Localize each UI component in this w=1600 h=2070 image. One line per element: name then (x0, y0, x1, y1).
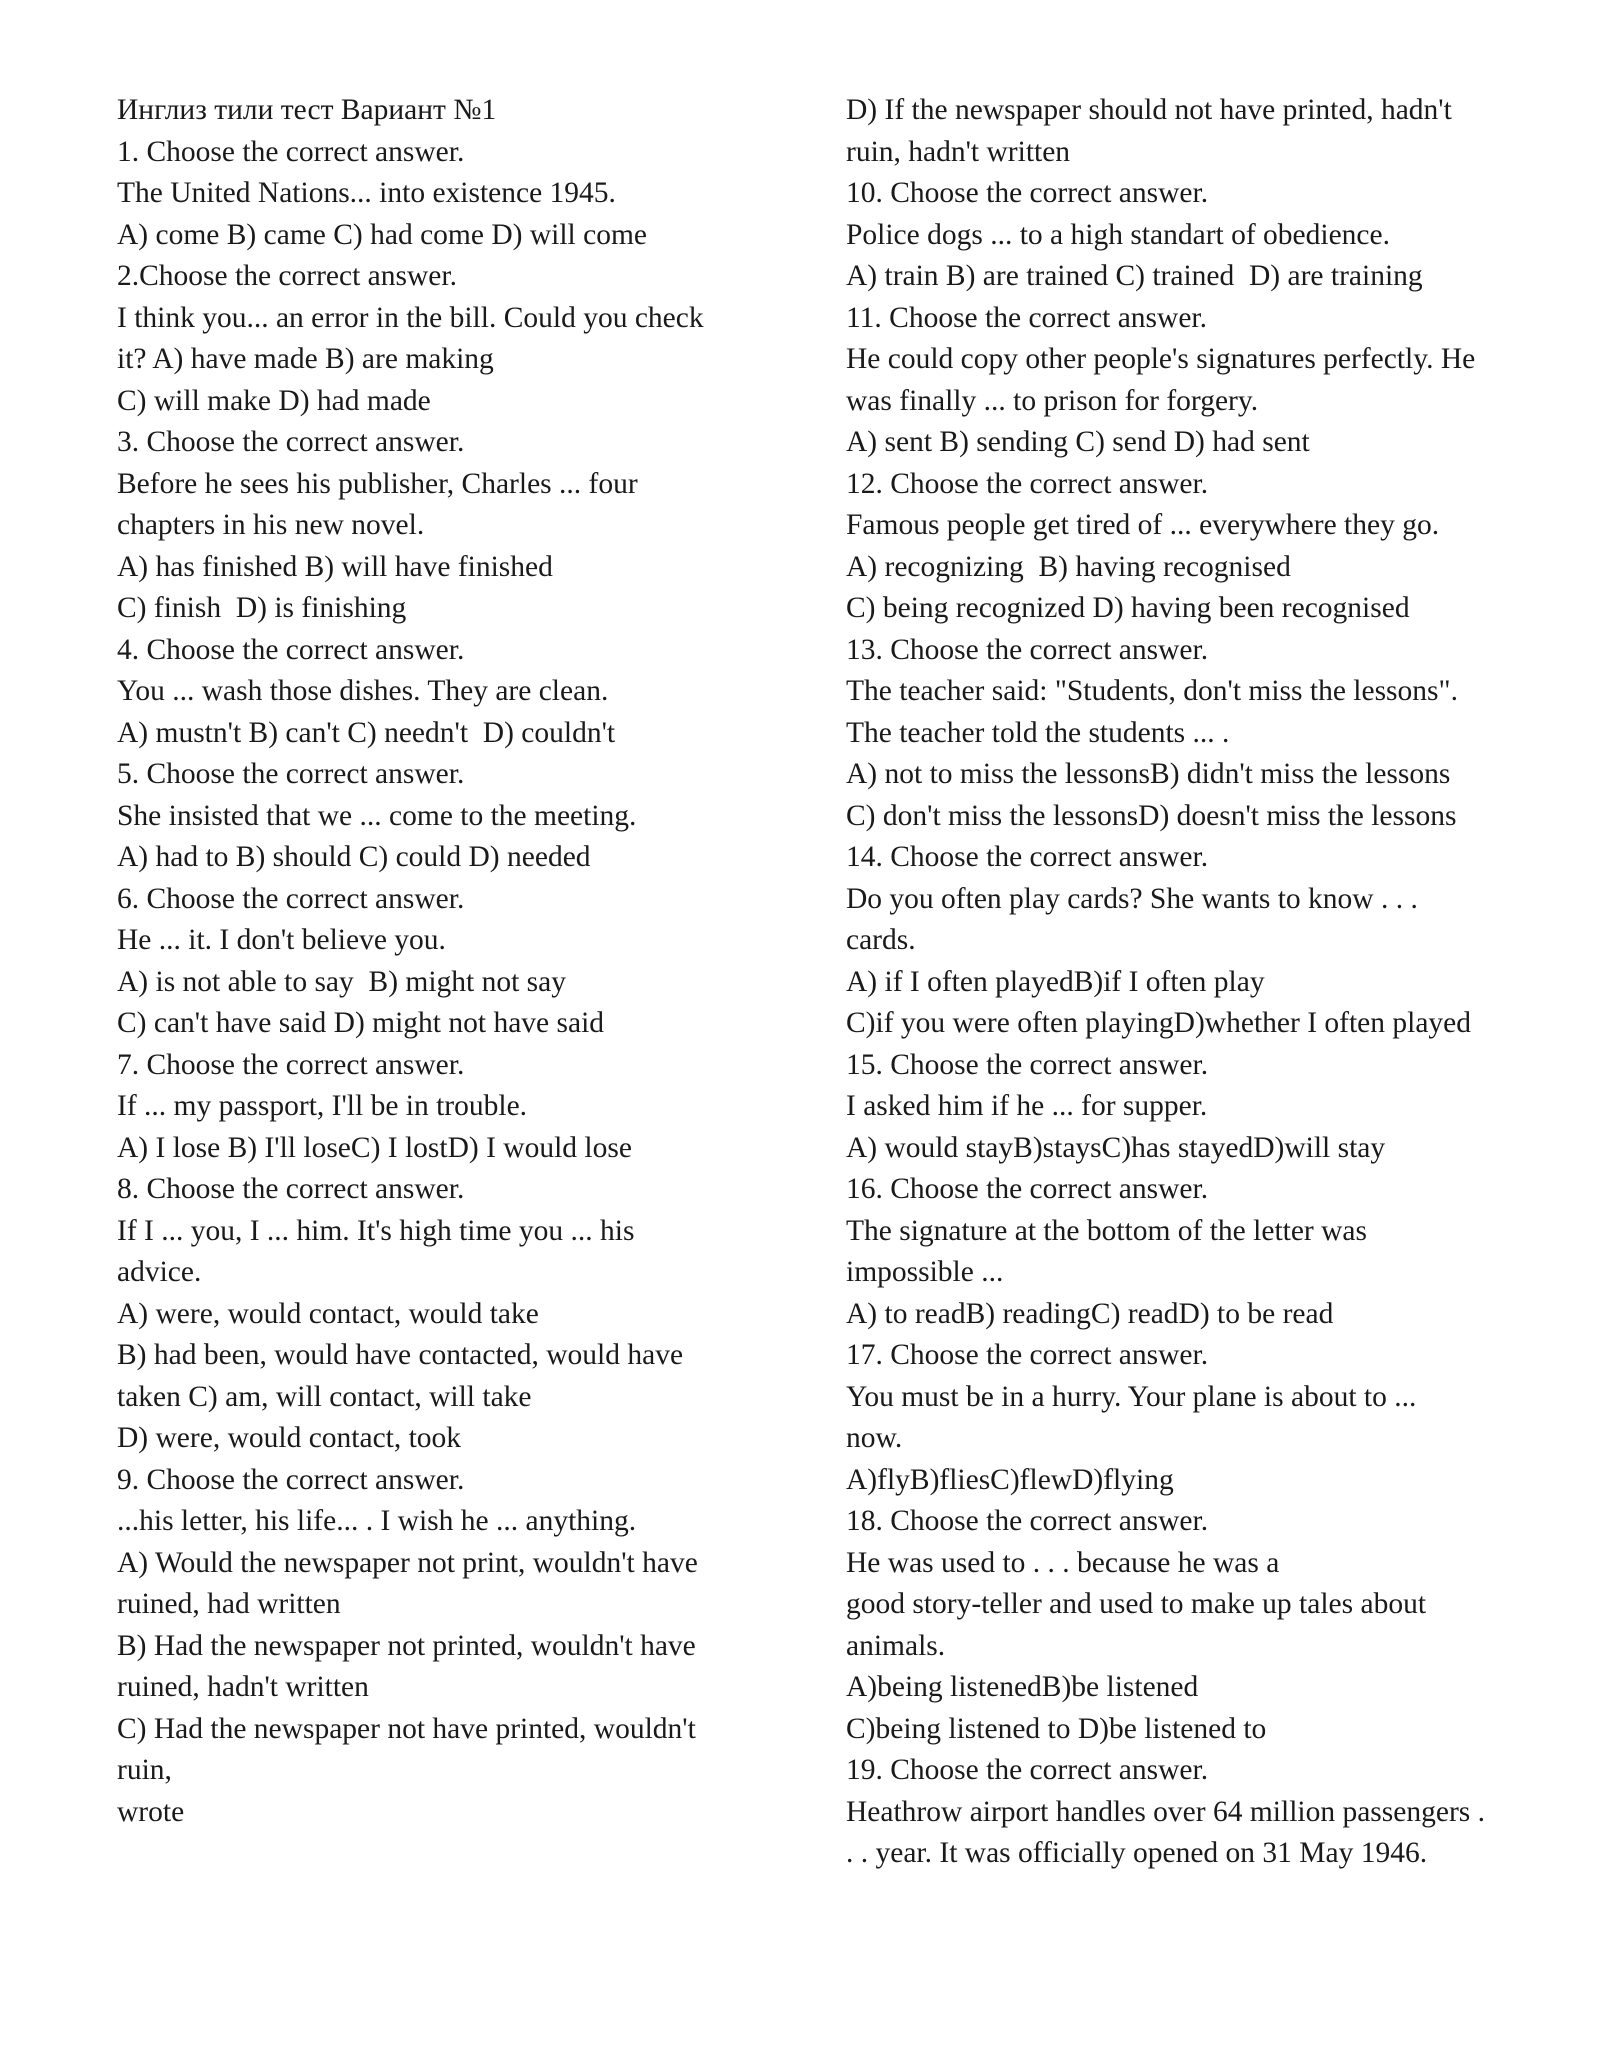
text-line: 18. Choose the correct answer. (846, 1505, 1209, 1537)
text-line: A) come B) came C) had come D) will come (117, 218, 647, 251)
text-line: Инглиз тили тест Вариант №1 (117, 94, 497, 126)
text-line: A) is not able to say B) might not say (117, 965, 567, 998)
text-line: I think you... an error in the bill. Could you check (117, 301, 704, 334)
text-line: C) will make D) had made (117, 384, 431, 417)
text-line: A) to readB) readingC) readD) to be read (846, 1297, 1334, 1330)
text-line: now. (846, 1422, 903, 1454)
text-line: C) being recognized D) having been recognised (846, 592, 1410, 624)
text-line: 9. Choose the correct answer. (117, 1463, 465, 1496)
text-line: advice. (117, 1256, 202, 1288)
text-line: She insisted that we ... come to the meeting. (117, 799, 637, 832)
text-line: 11. Choose the correct answer. (846, 301, 1207, 334)
text-line: A)flyB)fliesC)flewD)flying (846, 1463, 1174, 1496)
text-line: A) if I often playedB)if I often play (846, 965, 1265, 998)
text-line: 10. Choose the correct answer. (846, 177, 1209, 209)
text-line: C) don't miss the lessonsD) doesn't miss the lessons (846, 799, 1457, 832)
text-line: He ... it. I don't believe you. (117, 924, 446, 956)
text-line: C) Had the newspaper not have printed, wouldn't (117, 1712, 696, 1745)
text-line: animals. (846, 1629, 946, 1662)
text-line: impossible ... (846, 1256, 1004, 1288)
text-line: D) If the newspaper should not have printed, hadn't (846, 94, 1452, 126)
text-line: 12. Choose the correct answer. (846, 467, 1209, 500)
text-line: 4. Choose the correct answer. (117, 633, 465, 666)
text-line: good story-teller and used to make up tales about (846, 1588, 1427, 1620)
text-line: A) had to B) should C) could D) needed (117, 841, 591, 873)
text-line: C) can't have said D) might not have said (117, 1007, 605, 1039)
text-line: He was used to . . . because he was a (846, 1546, 1280, 1579)
text-line: Famous people get tired of ... everywhere they go. (846, 509, 1440, 541)
text-line: I asked him if he ... for supper. (846, 1090, 1208, 1122)
text-line: 14. Choose the correct answer. (846, 841, 1209, 873)
text-line: ruin, (117, 1754, 172, 1786)
text-line: 19. Choose the correct answer. (846, 1754, 1209, 1786)
text-line: chapters in his new novel. (117, 509, 425, 541)
text-line: If I ... you, I ... him. It's high time you ... his (117, 1214, 635, 1247)
text-line: Do you often play cards? She wants to know . . . (846, 882, 1418, 915)
text-line: ruined, had written (117, 1588, 341, 1620)
text-line: . . year. It was officially opened on 31 May 1946. (846, 1837, 1428, 1869)
text-line: Heathrow airport handles over 64 million passengers . (846, 1795, 1486, 1828)
text-line: The teacher told the students ... . (846, 716, 1230, 749)
text-line: You must be in a hurry. Your plane is about to ... (846, 1380, 1417, 1413)
text-line: You ... wash those dishes. They are clean. (117, 675, 609, 707)
text-line: A) Would the newspaper not print, wouldn't have (117, 1546, 698, 1579)
text-line: C)if you were often playingD)whether I often played (846, 1007, 1472, 1039)
text-line: 6. Choose the correct answer. (117, 882, 465, 915)
text-line: 2.Choose the correct answer. (117, 260, 457, 292)
text-line: 3. Choose the correct answer. (117, 426, 465, 458)
text-line: 7. Choose the correct answer. (117, 1048, 465, 1081)
text-line: ...his letter, his life... . I wish he ... anything. (117, 1505, 637, 1537)
text-line: A) were, would contact, would take (117, 1297, 539, 1330)
text-line: Before he sees his publisher, Charles ... four (117, 467, 638, 500)
text-line: A) sent B) sending C) send D) had sent (846, 426, 1310, 458)
text-line: C)being listened to D)be listened to (846, 1712, 1267, 1745)
text-line: 1. Choose the correct answer. (117, 135, 465, 168)
text-line: was finally ... to prison for forgery. (846, 384, 1259, 417)
text-line: A) would stayB)staysC)has stayedD)will stay (846, 1131, 1386, 1164)
text-line: The United Nations... into existence 1945. (117, 177, 616, 209)
text-line: If ... my passport, I'll be in trouble. (117, 1090, 528, 1122)
text-line: 15. Choose the correct answer. (846, 1048, 1209, 1081)
text-line: cards. (846, 924, 916, 956)
text-line: it? A) have made B) are making (117, 343, 494, 375)
text-line: ruined, hadn't written (117, 1671, 369, 1703)
text-line: 13. Choose the correct answer. (846, 633, 1209, 666)
text-line: A) mustn't B) can't C) needn't D) couldn't (117, 716, 616, 749)
text-line: A) has finished B) will have finished (117, 550, 553, 583)
text-line: 8. Choose the correct answer. (117, 1173, 465, 1205)
text-line: A) not to miss the lessonsB) didn't miss the lessons (846, 758, 1451, 790)
text-line: B) Had the newspaper not printed, wouldn't have (117, 1629, 696, 1662)
text-line: A)being listenedB)be listened (846, 1671, 1199, 1703)
left-column (117, 90, 757, 1833)
text-line: The signature at the bottom of the letter was (846, 1214, 1368, 1247)
text-line: C) finish D) is finishing (117, 592, 407, 624)
text-line: taken C) am, will contact, will take (117, 1380, 532, 1413)
text-line: ruin, hadn't written (846, 135, 1071, 168)
text-line: 17. Choose the correct answer. (846, 1339, 1209, 1371)
text-line: A) I lose B) I'll loseC) I lostD) I would lose (117, 1131, 632, 1164)
text-line: D) were, would contact, took (117, 1422, 462, 1454)
text-line: B) had been, would have contacted, would have (117, 1339, 684, 1371)
text-line: A) train B) are trained C) trained D) are training (846, 260, 1423, 292)
text-line: The teacher said: "Students, don't miss the lessons". (846, 675, 1458, 707)
text-line: Police dogs ... to a high standart of obedience. (846, 218, 1390, 251)
right-column (846, 90, 1546, 1875)
text-line: 16. Choose the correct answer. (846, 1173, 1209, 1205)
text-line: He could copy other people's signatures perfectly. He (846, 343, 1476, 375)
text-line: 5. Choose the correct answer. (117, 758, 465, 790)
text-line: wrote (117, 1795, 185, 1828)
text-line: A) recognizing B) having recognised (846, 550, 1291, 583)
